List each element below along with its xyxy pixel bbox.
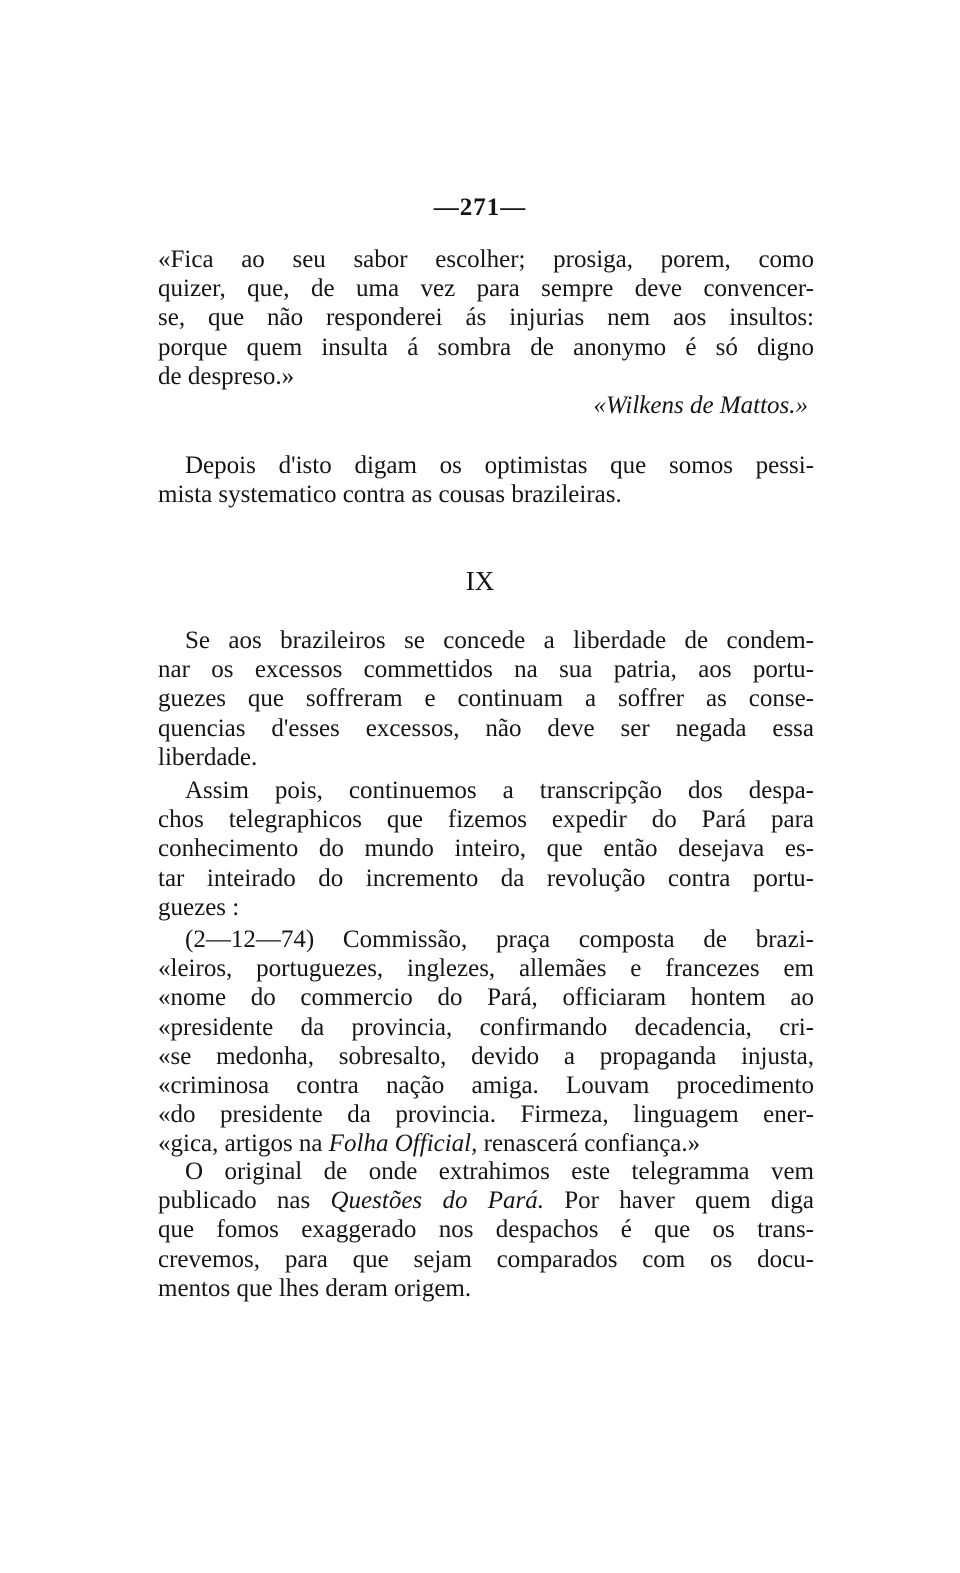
text-line: chos telegraphicos que fizemos expedir do Pará para xyxy=(158,806,814,834)
text-segment: Por haver quem diga xyxy=(543,1187,814,1215)
page-number: —271— xyxy=(433,194,527,221)
paragraph xyxy=(158,776,814,922)
signature-text: «Wilkens de Mattos.» xyxy=(593,391,808,419)
text-line xyxy=(158,1186,814,1215)
text-line: de despreso.» xyxy=(158,362,295,390)
text-line: Assim pois, continuemos a transcripção dos despa- xyxy=(185,777,814,804)
text-line: «Fica ao seu sabor escolher; prosiga, porem, como xyxy=(158,246,814,273)
text-segment: «gica, artigos na xyxy=(158,1130,329,1158)
section-heading: IX xyxy=(465,566,495,596)
paragraph xyxy=(158,626,814,772)
text-line: «nome do commercio do Pará, officiaram hontem ao xyxy=(158,984,814,1012)
text-line: «criminosa contra nação amiga. Louvam procedimento xyxy=(158,1071,814,1099)
paragraph xyxy=(158,451,814,509)
paragraph-quote xyxy=(158,245,814,420)
signature xyxy=(158,391,814,420)
text-line: O original de onde extrahimos este telegramma vem xyxy=(185,1158,814,1185)
text-segment: publicado nas xyxy=(158,1187,331,1215)
text-line: guezes que soffreram e continuam a soffrer as conse- xyxy=(158,685,814,713)
paragraph xyxy=(158,1157,814,1303)
text-line: quencias d'esses excessos, não deve ser negada essa xyxy=(158,714,814,742)
text-segment: renascerá confiança.» xyxy=(477,1130,701,1158)
text-line: que fomos exaggerado nos despachos é que os trans- xyxy=(158,1216,814,1244)
text-line: guezes : xyxy=(158,893,240,921)
text-line xyxy=(158,1129,814,1158)
text-line: «se medonha, sobresalto, devido a propaganda injusta, xyxy=(158,1042,814,1070)
italic-title: Questões do Pará. xyxy=(330,1187,544,1215)
text-line: se, que não responderei ás injurias nem aos insultos: xyxy=(158,304,814,332)
text-line: quizer, que, de uma vez para sempre deve convencer- xyxy=(158,275,814,303)
text-line: (2—12—74) Commissão, praça composta de brazi- xyxy=(185,926,814,953)
paragraph-telegram xyxy=(158,925,814,1159)
italic-title: Folha Official, xyxy=(328,1130,478,1158)
text-line: porque quem insulta á sombra de anonymo é só digno xyxy=(158,333,814,361)
text-line: tar inteirado do incremento da revolução contra portu- xyxy=(158,864,814,892)
text-line: nar os excessos commettidos na sua patria, aos portu- xyxy=(158,656,814,684)
text-line: crevemos, para que sejam comparados com os docu- xyxy=(158,1245,814,1273)
text-line: «do presidente da provincia. Firmeza, linguagem ener- xyxy=(158,1101,814,1129)
text-line: «presidente da provincia, confirmando decadencia, cri- xyxy=(158,1013,814,1041)
text-line: «leiros, portuguezes, inglezes, allemães e francezes em xyxy=(158,955,814,983)
text-line: conhecimento do mundo inteiro, que então desejava es- xyxy=(158,835,814,863)
text-line: mista systematico contra as cousas brazileiras. xyxy=(158,481,622,509)
text-line: Se aos brazileiros se concede a liberdade de condem- xyxy=(185,627,814,654)
text-line: liberdade. xyxy=(158,743,258,771)
text-line: mentos que lhes deram origem. xyxy=(158,1274,472,1302)
text-line: Depois d'isto digam os optimistas que somos pessi- xyxy=(185,452,814,479)
